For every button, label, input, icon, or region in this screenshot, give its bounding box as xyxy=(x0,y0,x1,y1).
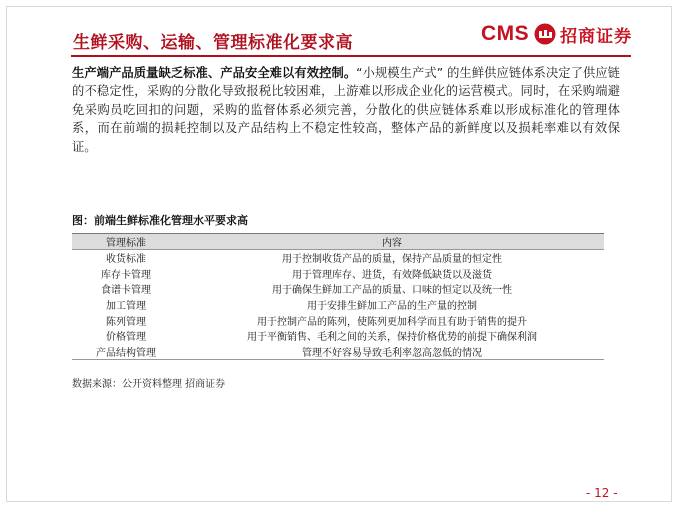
figure-title: 图：前端生鲜标准化管理水平要求高 xyxy=(72,214,248,227)
standard-content: 用于控制收货产品的质量，保持产品质量的恒定性 xyxy=(282,254,502,266)
standard-content: 用于确保生鲜加工产品的质量、口味的恒定以及统一性 xyxy=(272,285,512,297)
page-number: - 12 - xyxy=(586,486,618,500)
standard-content: 用于控制产品的陈列，使陈列更加科学而且有助于销售的提升 xyxy=(257,316,527,328)
standards-table xyxy=(72,233,604,360)
standard-name: 加工管理 xyxy=(106,301,146,313)
paragraph-text: “小规模生产式” 的生鲜供应链体系决定了供应链的不稳定性，采购的分散化导致报税比较困难，上游难以形成企业化的运营模式。同时，在采购端避免采购员吃回扣的问题，采购的监督体系必须完善，分散化的供应链体系难以形成标准化的管理体系，而在前端的损耗控制以及产品结构上不稳定性较高，整体产品的新鲜度以及损耗率难以有效保证。 xyxy=(72,66,620,154)
column-header: 管理标准 xyxy=(72,234,180,250)
standard-name: 价格管理 xyxy=(106,332,146,344)
standard-name: 库存卡管理 xyxy=(101,269,151,281)
standard-content: 用于安排生鲜加工产品的生产量的控制 xyxy=(307,301,477,313)
standard-name: 收货标准 xyxy=(106,254,146,266)
standard-name: 食谱卡管理 xyxy=(101,285,151,297)
table-row xyxy=(72,312,604,328)
cms-logo xyxy=(481,19,632,49)
title-divider xyxy=(71,55,631,57)
logo-text: CMS xyxy=(481,22,530,45)
standard-content: 用于平衡销售、毛利之间的关系，保持价格优势的前提下确保利润 xyxy=(247,332,537,344)
table-row xyxy=(72,297,604,313)
body-paragraph xyxy=(72,64,620,156)
table-header-row xyxy=(72,234,604,250)
cms-emblem-icon xyxy=(534,23,556,45)
logo-chinese: 招商证券 xyxy=(560,26,633,47)
standard-name: 产品结构管理 xyxy=(72,344,180,360)
standard-content: 用于管理库存、进货，有效降低缺货以及滋货 xyxy=(292,269,492,281)
table-row xyxy=(72,328,604,344)
table-row xyxy=(72,344,604,360)
data-source: 数据来源：公开资料整理 招商证券 xyxy=(72,379,226,390)
standard-content: 管理不好容易导致毛利率忽高忽低的情况 xyxy=(180,344,604,360)
table-row xyxy=(72,266,604,282)
bold-lead: 生产端产品质量缺乏标准、产品安全难以有效控制。 xyxy=(72,66,357,80)
page-title: 生鲜采购、运输、管理标准化要求高 xyxy=(73,33,353,53)
column-header: 内容 xyxy=(180,234,604,250)
table-row xyxy=(72,250,604,266)
standard-name: 陈列管理 xyxy=(106,316,146,328)
table-row xyxy=(72,281,604,297)
